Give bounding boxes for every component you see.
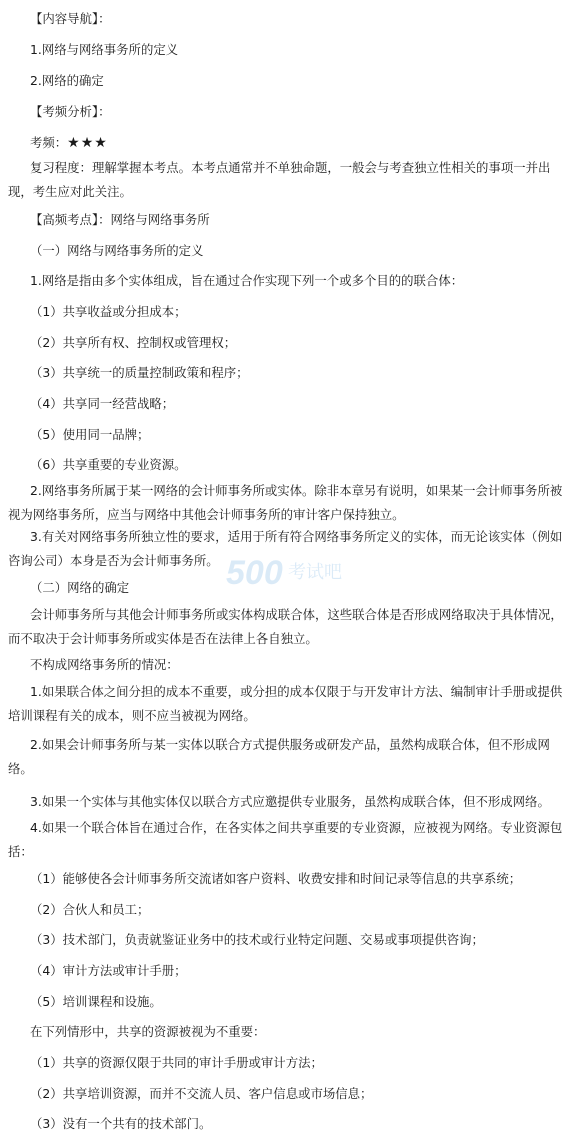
line-text: 【考频分析】：: [30, 104, 111, 119]
line-text: （1）能够使各会计师事务所交流诸如客户资料、收费安排和时间记录等信息的共享系统；: [30, 871, 522, 886]
text-line: [30, 931, 484, 949]
line-text: （6）共享重要的专业资源。: [30, 457, 187, 472]
text-line: [30, 364, 249, 382]
text-line: [30, 242, 203, 260]
text-line: [30, 134, 108, 152]
text-line: [30, 10, 111, 28]
line-text: （2）共享培训资源，而并不交流人员、客户信息或市场信息；: [30, 1086, 373, 1101]
line-text: 【高频考点】：网络与网络事务所: [30, 212, 210, 227]
text-line: [30, 1054, 323, 1072]
line-text: 【内容导航】：: [30, 11, 111, 26]
text-line: [30, 334, 236, 352]
text-line: [30, 993, 162, 1011]
line-text: （2）共享所有权、控制权或管理权；: [30, 335, 237, 350]
line-text: （1）共享收益或分担成本；: [30, 304, 187, 319]
line-text: （2）合伙人和员工；: [30, 902, 150, 917]
line-text: （二）网络的确定: [30, 580, 130, 595]
watermark-name: 考试吧: [288, 562, 342, 583]
text-line: [30, 211, 210, 229]
line-text: 考频：: [30, 135, 68, 150]
paragraph: 3.有关对网络事务所独立性的要求，适用于所有符合网络事务所定义的实体，而无论该实体（例如咨询公司）本身是否为会计师事务所。: [8, 529, 563, 568]
line-text: （3）共享统一的质量控制政策和程序；: [30, 365, 249, 380]
watermark-brand: 500: [226, 554, 283, 592]
line-text: 3.如果一个实体与其他实体仅以联合方式应邀提供专业服务，虽然构成联合体，但不形成网络。: [30, 794, 550, 809]
line-text: 在下列情形中，共享的资源被视为不重要：: [30, 1024, 266, 1039]
text-line: [30, 901, 149, 919]
text-line: [30, 1115, 211, 1133]
line-text: （3）没有一个共有的技术部门。: [30, 1116, 212, 1131]
line-text: （1）共享的资源仅限于共同的审计手册或审计方法；: [30, 1055, 323, 1070]
text-line: [30, 1023, 265, 1041]
text-line: [30, 870, 521, 888]
text-line: [30, 72, 104, 90]
exam8-watermark-logo: [222, 546, 362, 602]
paragraph: 1.如果联合体之间分担的成本不重要，或分担的成本仅限于与开发审计方法、编制审计手册或提供培训课程有关的成本，则不应当被视为网络。: [8, 684, 563, 723]
line-text: 不构成网络事务所的情况：: [30, 657, 179, 672]
rating-stars-icon: ★★★: [67, 135, 108, 151]
paragraph: 会计师事务所与其他会计师事务所或实体构成联合体，这些联合体是否形成网络取决于具体情况，而不取决于会计师事务所或实体是否在法律上各自独立。: [8, 607, 563, 646]
text-line: [30, 1085, 372, 1103]
line-text: 1.网络是指由多个实体组成，旨在通过合作实现下列一个或多个目的的联合体：: [30, 273, 464, 288]
text-line: [30, 793, 550, 811]
text-line: [30, 656, 179, 674]
text-line: [30, 456, 187, 474]
line-text: （3）技术部门，负责就鉴证业务中的技术或行业特定问题、交易或事项提供咨询；: [30, 932, 484, 947]
paragraph: 复习程度：理解掌握本考点。本考点通常并不单独命题，一般会与考查独立性相关的事项一并出现，考生应对此关注。: [8, 160, 551, 199]
line-text: 1.网络与网络事务所的定义: [30, 42, 179, 57]
line-text: （5）培训课程和设施。: [30, 994, 162, 1009]
text-line: [30, 272, 463, 290]
text-line: [30, 103, 111, 121]
line-text: （一）网络与网络事务所的定义: [30, 243, 204, 258]
text-line: [30, 303, 187, 321]
text-line: [30, 426, 149, 444]
text-line: [30, 962, 187, 980]
text-line: [30, 579, 129, 597]
paragraph: 4.如果一个联合体旨在通过合作，在各实体之间共享重要的专业资源，应被视为网络。专业资源包括：: [8, 820, 563, 859]
text-line: [30, 395, 174, 413]
paragraph: 2.如果会计师事务所与某一实体以联合方式提供服务或研发产品，虽然构成联合体，但不形成网络。: [8, 737, 550, 776]
paragraph: 2.网络事务所属于某一网络的会计师事务所或实体。除非本章另有说明，如果某一会计师事务所被视为网络事务所，应当与网络中其他会计师事务所的审计客户保持独立。: [8, 483, 563, 522]
line-text: （4）审计方法或审计手册；: [30, 963, 187, 978]
line-text: （5）使用同一品牌；: [30, 427, 150, 442]
line-text: （4）共享同一经营战略；: [30, 396, 175, 411]
text-line: [30, 41, 178, 59]
line-text: 2.网络的确定: [30, 73, 104, 88]
